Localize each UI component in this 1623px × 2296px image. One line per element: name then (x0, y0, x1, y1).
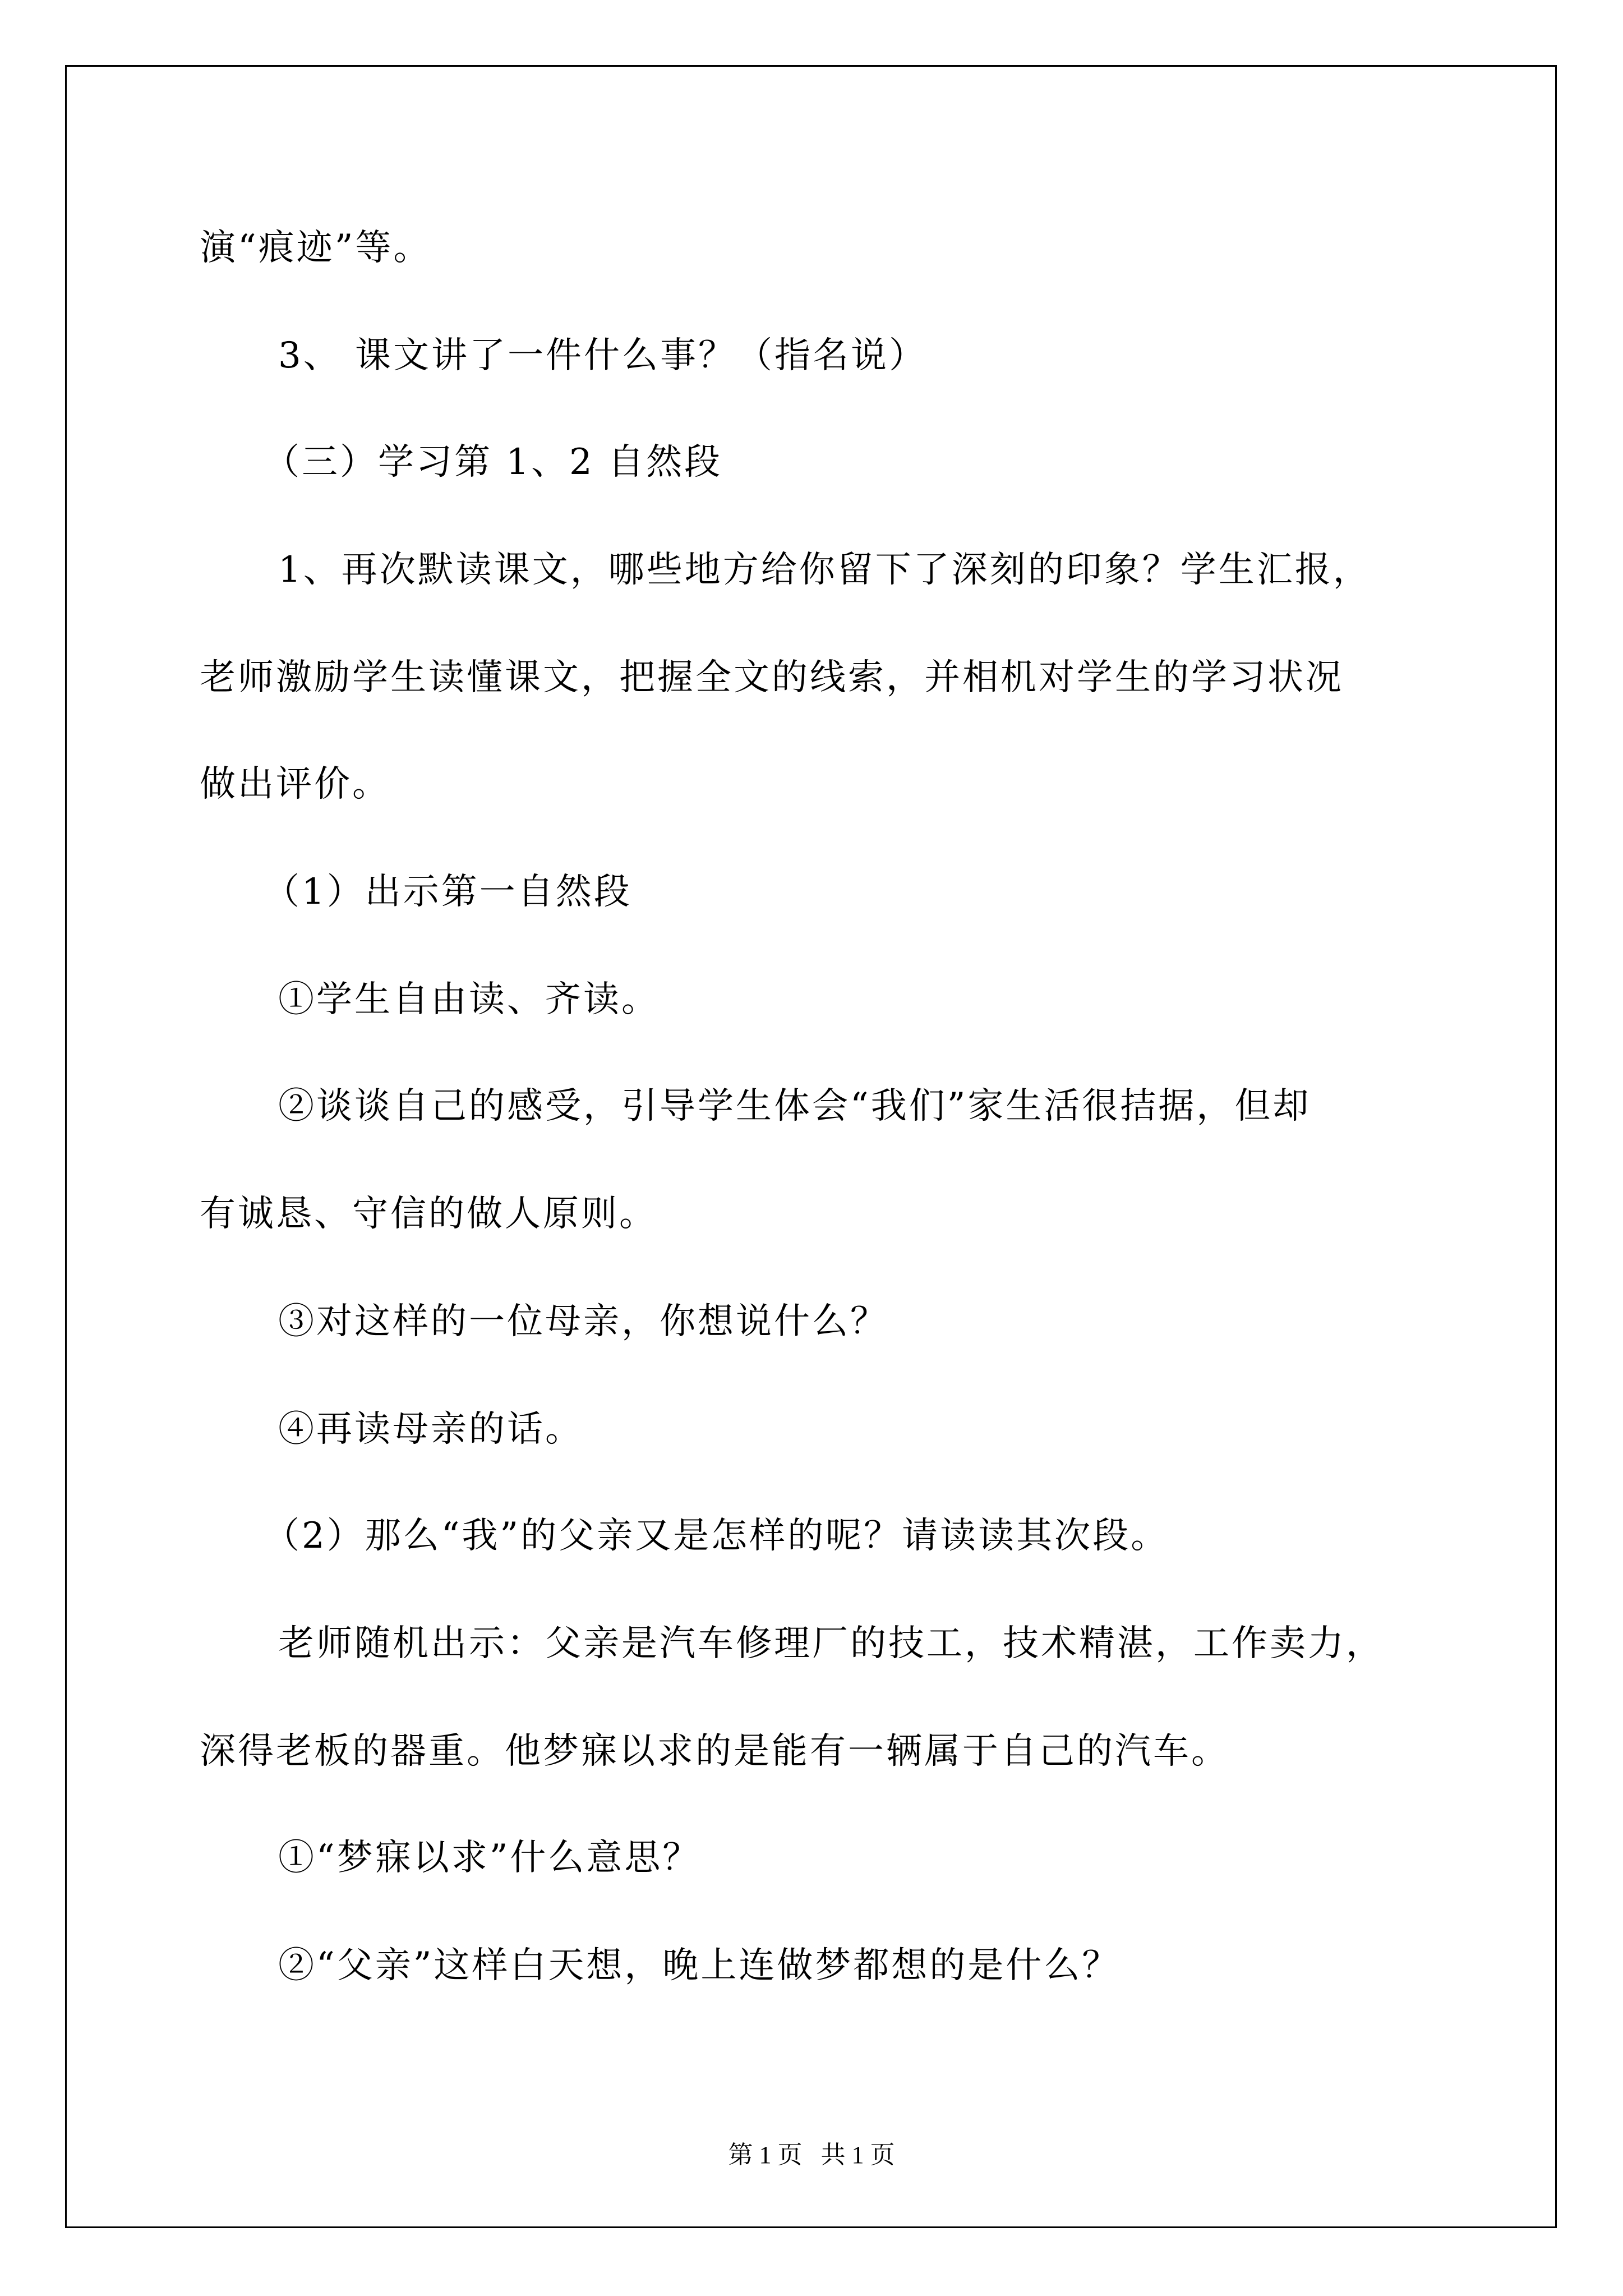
paragraph-line: ①学生自由读、齐读。 (278, 979, 660, 1020)
paragraph-line: ④再读母亲的话。 (278, 1409, 583, 1450)
paragraph-line: 1、再次默读课文，哪些地方给你留下了深刻的印象？学生汇报， (278, 549, 1371, 591)
page-number-footer: 第 1 页 共 1 页 (728, 2141, 895, 2169)
paragraph-line: 演“痕迹”等。 (200, 227, 432, 269)
paragraph-line: （三）学习第 1、2 自然段 (264, 441, 723, 483)
paragraph-line: 老师激励学生读懂课文，把握全文的线索，并相机对学生的学习状况 (200, 657, 1344, 698)
paragraph-line: 有诚恳、守信的做人原则。 (200, 1193, 657, 1235)
paragraph-line: 老师随机出示：父亲是汽车修理厂的技工，技术精湛，工作卖力， (278, 1623, 1384, 1664)
paragraph-line: ①“梦寐以求”什么意思？ (278, 1837, 701, 1879)
page-border (65, 65, 1557, 2228)
paragraph-line: 深得老板的器重。他梦寐以求的是能有一辆属于自己的汽车。 (200, 1731, 1229, 1772)
paragraph-line: （2）那么“我”的父亲又是怎样的呢？请读读其次段。 (264, 1515, 1169, 1557)
paragraph-line: ②“父亲”这样白天想，晚上连做梦都想的是什么？ (278, 1945, 1121, 1986)
paragraph-line: 做出评价。 (200, 763, 390, 805)
paragraph-line: ②谈谈自己的感受，引导学生体会“我们”家生活很拮据，但却 (278, 1085, 1311, 1127)
paragraph-line: 3、 课文讲了一件什么事？（指名说） (278, 335, 928, 376)
paragraph-line: ③对这样的一位母亲，你想说什么？ (278, 1301, 888, 1342)
paragraph-line: （1）出示第一自然段 (264, 871, 632, 913)
